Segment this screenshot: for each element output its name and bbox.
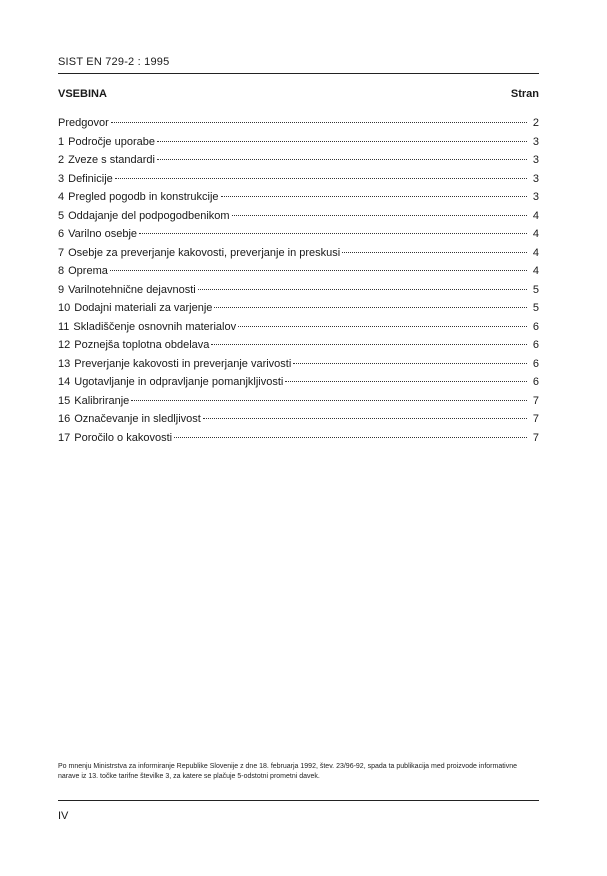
toc-entry-page: 2 <box>532 117 539 129</box>
toc-dot-leader <box>157 141 527 142</box>
toc-entry-label: Varilnotehnične dejavnosti <box>68 283 196 296</box>
toc-entry[interactable] <box>58 410 539 429</box>
page-number: IV <box>58 810 69 822</box>
toc-entry-page: 4 <box>532 265 539 277</box>
toc-entry[interactable] <box>58 262 539 281</box>
toc-dot-leader <box>238 326 527 327</box>
toc-dot-leader <box>211 344 527 345</box>
toc-entry[interactable] <box>58 225 539 244</box>
toc-entry-number: 1 <box>58 135 65 148</box>
toc-entry-number: 12 <box>58 339 71 351</box>
toc-page-column-label: Stran <box>510 88 539 100</box>
toc-entry-page: 5 <box>532 302 539 314</box>
toc-title: VSEBINA <box>58 88 107 100</box>
toc-dot-leader <box>293 363 527 364</box>
toc-entry[interactable] <box>58 151 539 170</box>
toc-dot-leader <box>221 196 527 197</box>
toc-entry[interactable] <box>58 281 539 300</box>
toc-dot-leader <box>110 270 527 271</box>
toc-entry-label: Zveze s standardi <box>68 154 155 166</box>
toc-dot-leader <box>115 178 527 179</box>
document-header: SIST EN 729-2 : 1995 <box>58 56 170 68</box>
toc-entry-label: Varilno osebje <box>68 228 138 240</box>
toc-entry-label: Poročilo o kakovosti <box>74 431 173 444</box>
toc-entry-number: 15 <box>58 394 71 407</box>
toc-entry-page: 4 <box>532 246 539 259</box>
toc-entry-number: 17 <box>58 431 71 444</box>
toc-entry-label: Osebje za preverjanje kakovosti, preverjanje in preskusi <box>68 246 341 259</box>
toc-entry[interactable] <box>58 170 539 189</box>
toc-entry-page: 3 <box>532 154 539 166</box>
toc-dot-leader <box>157 159 527 160</box>
toc-entry[interactable] <box>58 318 539 337</box>
toc-entry-page: 6 <box>532 320 539 333</box>
toc-heading-row <box>58 88 539 100</box>
toc-dot-leader <box>198 289 527 290</box>
toc-dot-leader <box>139 233 527 234</box>
toc-entry-page: 3 <box>532 135 539 148</box>
toc-entry-label: Poznejša toplotna obdelava <box>74 339 210 351</box>
toc-entry-page: 6 <box>532 357 539 370</box>
toc-dot-leader <box>174 437 527 438</box>
toc-entry-label: Preverjanje kakovosti in preverjanje varivosti <box>74 357 292 370</box>
toc-entry-label: Definicije <box>68 172 113 185</box>
toc-dot-leader <box>342 252 527 253</box>
toc-entry-number: 9 <box>58 283 65 296</box>
toc-dot-leader <box>285 381 527 382</box>
toc-entry-label: Pregled pogodb in konstrukcije <box>68 191 219 203</box>
toc-entry-number: 2 <box>58 154 65 166</box>
toc-entry[interactable] <box>58 244 539 263</box>
footer-divider <box>58 800 539 801</box>
toc-entry-number: 3 <box>58 172 65 185</box>
toc-entry[interactable] <box>58 188 539 207</box>
toc-entry-label: Dodajni materiali za varjenje <box>74 302 213 314</box>
toc-entry-number: 6 <box>58 228 65 240</box>
toc-entry-number: 10 <box>58 302 71 314</box>
toc-entry-number: 16 <box>58 413 71 425</box>
toc-entry-number: 7 <box>58 246 65 259</box>
toc-entry[interactable] <box>58 133 539 152</box>
toc-entry-number: 13 <box>58 357 71 370</box>
toc-entry-page: 6 <box>532 339 539 351</box>
toc-entry[interactable] <box>58 355 539 374</box>
toc-entry-label: Skladiščenje osnovnih materialov <box>73 320 237 333</box>
toc-entry-label: Ugotavljanje in odpravljanje pomanjkljivosti <box>74 376 284 388</box>
toc-entry-label: Področje uporabe <box>68 135 155 148</box>
toc-entry[interactable] <box>58 207 539 226</box>
toc-entry[interactable] <box>58 392 539 411</box>
toc-entry[interactable] <box>58 429 539 448</box>
toc-entry-label: Predgovor <box>58 117 109 129</box>
toc-dot-leader <box>131 400 527 401</box>
footnote: Po mnenju Ministrstva za informiranje Republike Slovenije z dne 18. februarja 1992, štev. 23/96-92, spada ta publikacija med proizvode informativne narave iz 13. točke tarifne številke 3, za katere se plačuje 5-odstotni prometni davek. <box>58 763 518 780</box>
toc-entry-label: Oprema <box>68 265 108 277</box>
toc-entry-page: 3 <box>532 191 539 203</box>
toc-entry-page: 3 <box>532 172 539 185</box>
toc-dot-leader <box>232 215 527 216</box>
toc-dot-leader <box>214 307 527 308</box>
toc-entry-number: 11 <box>58 320 70 333</box>
toc-entry-page: 7 <box>532 431 539 444</box>
table-of-contents <box>58 114 539 447</box>
toc-entry-page: 7 <box>532 413 539 425</box>
toc-entry-label: Označevanje in sledljivost <box>74 413 201 425</box>
toc-dot-leader <box>111 122 527 123</box>
toc-entry[interactable] <box>58 299 539 318</box>
header-divider <box>58 73 539 74</box>
toc-entry-page: 7 <box>532 394 539 407</box>
toc-entry-page: 5 <box>532 283 539 296</box>
toc-entry[interactable] <box>58 114 539 133</box>
toc-entry-page: 6 <box>532 376 539 388</box>
toc-entry[interactable] <box>58 373 539 392</box>
toc-entry-label: Kalibriranje <box>74 394 130 407</box>
toc-entry-page: 4 <box>532 228 539 240</box>
toc-entry-number: 5 <box>58 209 65 222</box>
toc-entry-page: 4 <box>532 209 539 222</box>
toc-dot-leader <box>203 418 527 419</box>
toc-entry-label: Oddajanje del podpogodbenikom <box>68 209 230 222</box>
toc-entry-number: 14 <box>58 376 71 388</box>
toc-entry-number: 4 <box>58 191 65 203</box>
toc-entry-number: 8 <box>58 265 65 277</box>
toc-entry[interactable] <box>58 336 539 355</box>
